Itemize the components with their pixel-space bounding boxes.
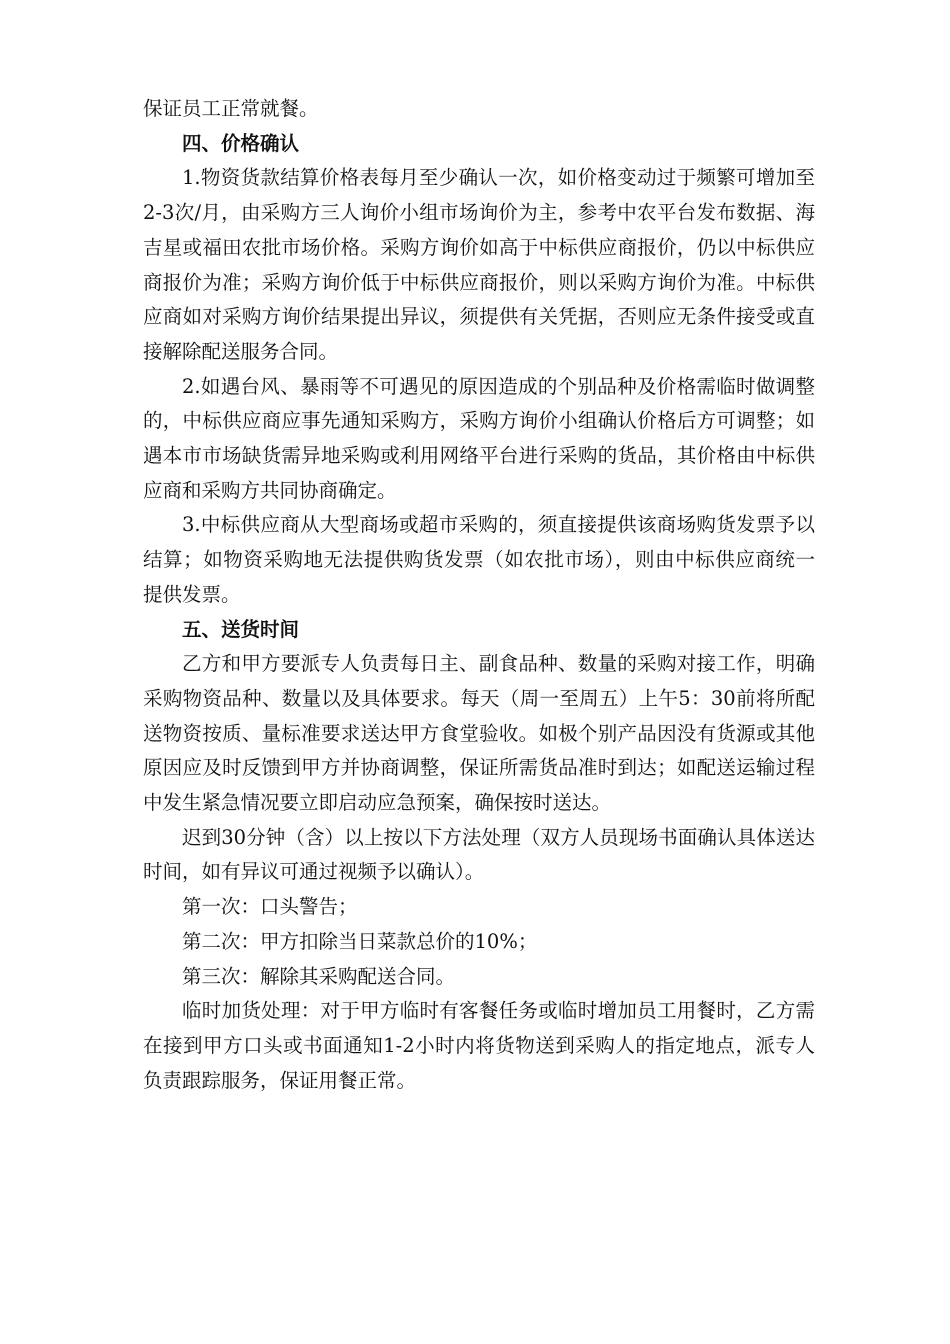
paragraph-penalty-first: 第一次：口头警告； xyxy=(182,895,358,919)
paragraph-penalty-second: 第二次：甲方扣除当日菜款总价的10%； xyxy=(182,929,538,953)
paragraph-price-item-1: 1.物资货款结算价格表每月至少确认一次，如价格变动过于频繁可增加至2-3次/月，由采购方三人询价小组市场询价为主，参考中农平台发布数据、海吉星或福田农批市场价格。采购方询价如高于中标供应商报价，仍以中标供应商报价为准；采购方询价低于中标供应商报价，则以采购方询价为准。中标供应商如对采购方询价结果提出异议，须提供有关凭据，否则应无条件接受或直接解除配送服务合同。 xyxy=(143,166,815,363)
section-heading-delivery-time: 五、送货时间 xyxy=(182,617,300,641)
paragraph-temporary-orders: 临时加货处理：对于甲方临时有客餐任务或临时增加员工用餐时，乙方需在接到甲方口头或书面通知1-2小时内将货物送到采购人的指定地点，派专人负责跟踪服务，保证用餐正常。 xyxy=(143,999,815,1092)
paragraph-delivery-requirements: 乙方和甲方要派专人负责每日主、副食品种、数量的采购对接工作，明确采购物资品种、数量以及具体要求。每天（周一至周五）上午5：30前将所配送物资按质、量标准要求送达甲方食堂验收。如极个别产品因没有货源或其他原因应及时反馈到甲方并协商调整，保证所需货品准时到达；如配送运输过程中发生紧急情况要立即启动应急预案，确保按时送达。 xyxy=(143,652,815,815)
paragraph-penalty-third: 第三次：解除其采购配送合同。 xyxy=(182,964,456,988)
section-heading-price-confirmation: 四、价格确认 xyxy=(182,131,300,155)
paragraph-price-item-2: 2.如遇台风、暴雨等不可遇见的原因造成的个别品种及价格需临时做调整的，中标供应商应事先通知采购方，采购方询价小组确认价格后方可调整；如遇本市市场缺货需异地采购或利用网络平台进行采购的货品，其价格由中标供应商和采购方共同协商确定。 xyxy=(143,374,815,502)
document-page xyxy=(143,92,815,1098)
paragraph-continuation: 保证员工正常就餐。 xyxy=(143,97,319,120)
paragraph-late-delivery: 迟到30分钟（含）以上按以下方法处理（双方人员现场书面确认具体送达时间，如有异议可通过视频予以确认）。 xyxy=(143,825,815,884)
paragraph-price-item-3: 3.中标供应商从大型商场或超市采购的，须直接提供该商场购货发票予以结算；如物资采购地无法提供购货发票（如农批市场），则由中标供应商统一提供发票。 xyxy=(143,513,815,606)
